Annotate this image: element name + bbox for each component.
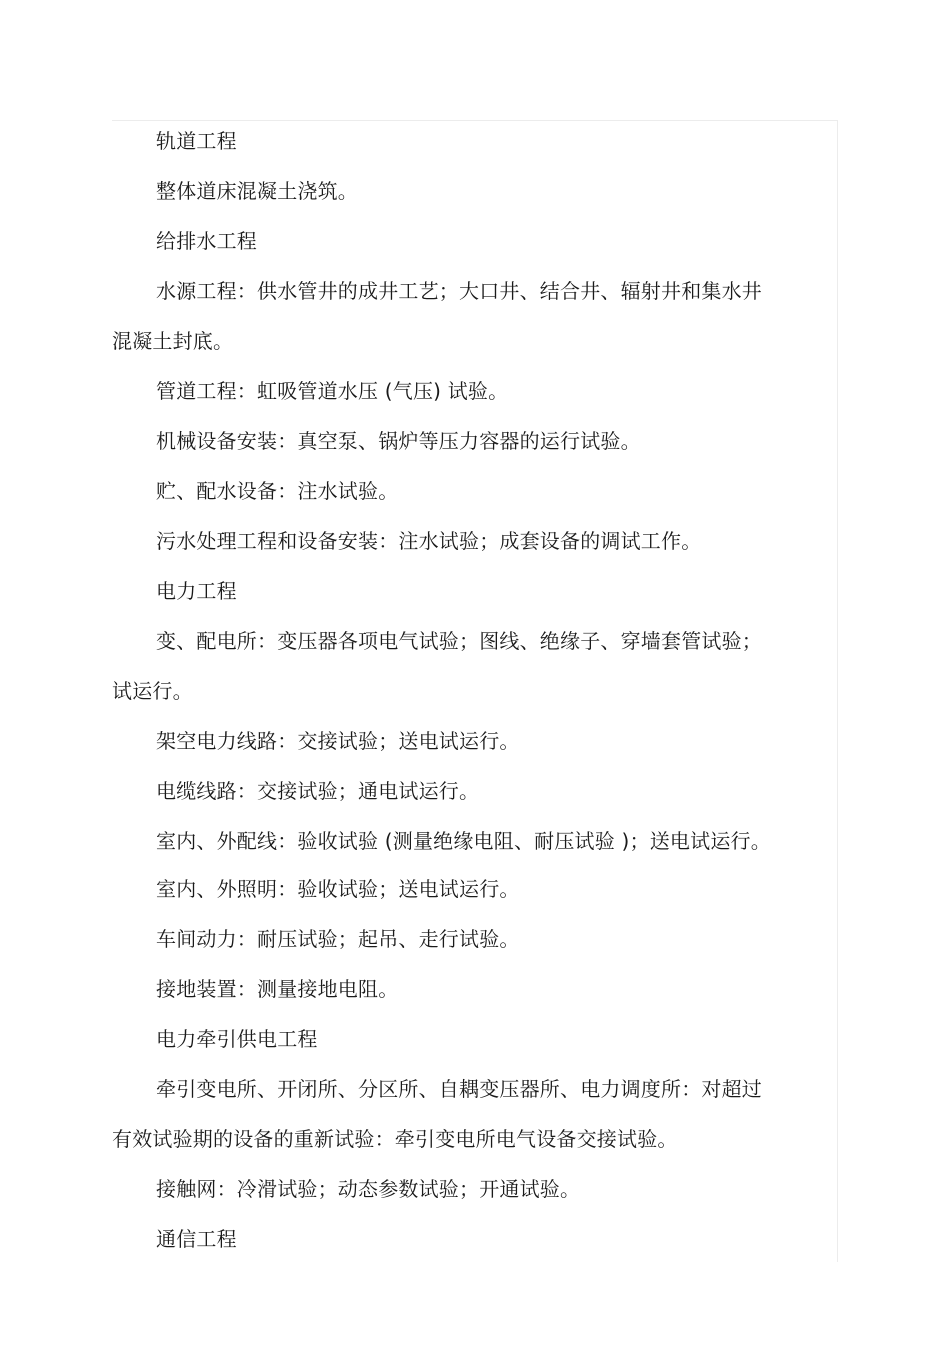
paragraph-line: 污水处理工程和设备安装：注水试验；成套设备的调试工作。 [156,529,702,553]
paragraph-line: 整体道床混凝土浇筑。 [156,179,358,203]
heading-traction-power-supply: 电力牵引供电工程 [156,1027,318,1051]
paragraph-line: 车间动力：耐压试验；起吊、走行试验。 [156,927,520,951]
heading-communication-engineering: 通信工程 [156,1227,237,1251]
paragraph-line: 室内、外配线：验收试验 (测量绝缘电阻、耐压试验 )；送电试运行。 [156,829,771,853]
paragraph-line: 接地装置：测量接地电阻。 [156,977,399,1001]
paragraph-line: 贮、配水设备：注水试验。 [156,479,399,503]
heading-track-engineering: 轨道工程 [156,129,237,153]
paragraph-line: 变、配电所：变压器各项电气试验；图线、绝缘子、穿墙套管试验； [156,629,762,653]
paragraph-line: 接触网：冷滑试验；动态参数试验；开通试验。 [156,1177,581,1201]
paragraph-continuation-line: 混凝土封底。 [112,329,234,353]
paragraph-line: 水源工程：供水管井的成井工艺；大口井、结合井、辐射井和集水井 [156,279,762,303]
paragraph-line: 管道工程：虹吸管道水压 (气压) 试验。 [156,379,509,403]
paragraph-line: 室内、外照明：验收试验；送电试运行。 [156,877,520,901]
paragraph-continuation-line: 有效试验期的设备的重新试验：牵引变电所电气设备交接试验。 [112,1127,678,1151]
paragraph-line: 电缆线路：交接试验；通电试运行。 [156,779,480,803]
heading-power-engineering: 电力工程 [156,579,237,603]
heading-water-supply-drainage: 给排水工程 [156,229,257,253]
paragraph-continuation-line: 试运行。 [112,679,193,703]
paragraph-line: 架空电力线路：交接试验；送电试运行。 [156,729,520,753]
paragraph-line: 牵引变电所、开闭所、分区所、自耦变压器所、电力调度所：对超过 [156,1077,762,1101]
paragraph-line: 机械设备安装：真空泵、锅炉等压力容器的运行试验。 [156,429,641,453]
